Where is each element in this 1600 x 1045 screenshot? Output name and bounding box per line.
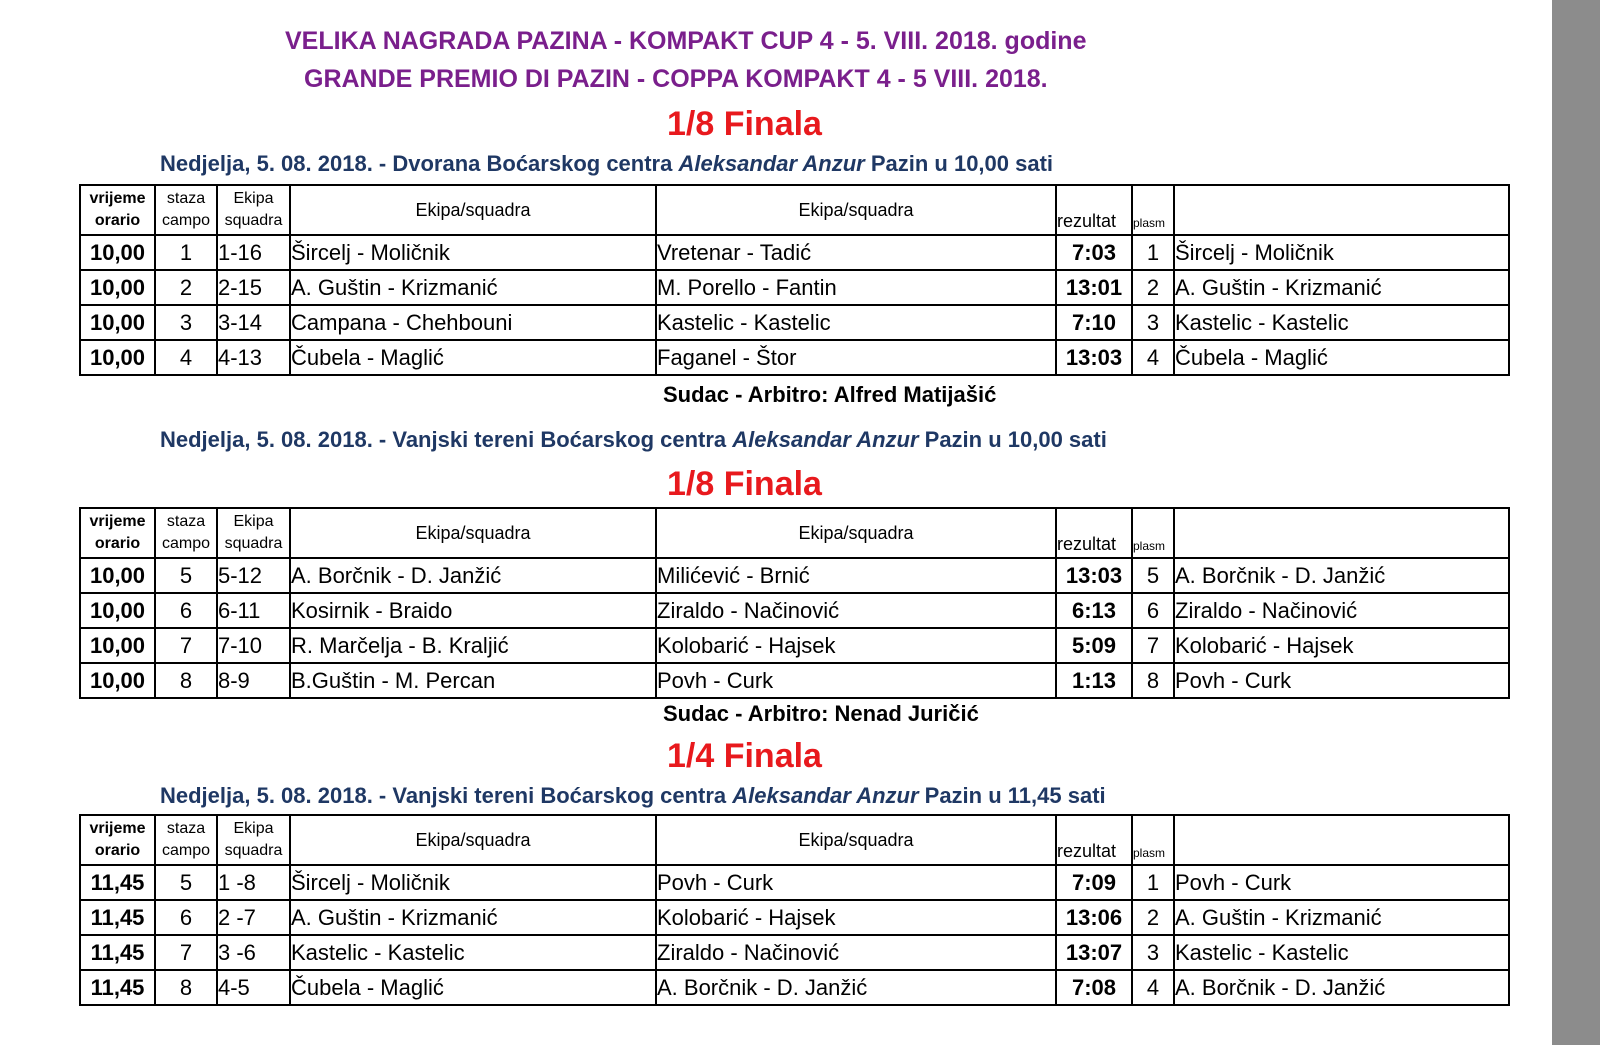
match-pairing: 3-14 [217,305,290,340]
match-score: 7:10 [1056,305,1132,340]
match-time: 11,45 [80,865,155,900]
match-lane: 3 [155,305,217,340]
section-2-table [79,507,1510,699]
team-a-name: A. Borčnik - D. Janžić [290,558,656,593]
team-a-name: Kosirnik - Braido [290,593,656,628]
team-a-name: Čubela - Maglić [290,340,656,375]
match-place: 6 [1132,593,1174,628]
match-score: 13:03 [1056,558,1132,593]
match-time: 10,00 [80,235,155,270]
section-3-table [79,814,1510,1006]
team-b-name: Faganel - Štor [656,340,1056,375]
table-row [80,340,1509,375]
header-blank [1174,508,1509,558]
winner-name: A. Guštin - Krizmanić [1174,270,1509,305]
team-a-name: Čubela - Maglić [290,970,656,1005]
winner-name: Povh - Curk [1174,663,1509,698]
team-a-name: Campana - Chehbouni [290,305,656,340]
header-place: plasm [1132,815,1174,865]
winner-name: Kastelic - Kastelic [1174,305,1509,340]
header-result: rezultat [1056,185,1132,235]
match-score: 1:13 [1056,663,1132,698]
header-result: rezultat [1056,508,1132,558]
match-place: 3 [1132,935,1174,970]
section-1-stage: 1/8 Finala [667,105,822,143]
winner-name: Kolobarić - Hajsek [1174,628,1509,663]
team-b-name: Vretenar - Tadić [656,235,1056,270]
match-pairing: 4-5 [217,970,290,1005]
match-place: 1 [1132,865,1174,900]
team-a-name: Šircelj - Moličnik [290,865,656,900]
header-lane: staza campo [155,185,217,235]
match-place: 2 [1132,270,1174,305]
section-2-venue: Nedjelja, 5. 08. 2018. - Vanjski tereni Boćarskog centra Aleksandar Anzur Pazin u 10,00 sati [160,427,1107,452]
header-place: plasm [1132,185,1174,235]
match-lane: 2 [155,270,217,305]
team-b-name: Kastelic - Kastelic [656,305,1056,340]
table-row [80,235,1509,270]
header-time: vrijeme orario [80,815,155,865]
table-header-row [80,185,1509,235]
page-title: VELIKA NAGRADA PAZINA - KOMPAKT CUP 4 - 5. VIII. 2018. godine [285,27,1087,55]
match-lane: 6 [155,900,217,935]
table-row [80,270,1509,305]
match-pairing: 2-15 [217,270,290,305]
section-1-table [79,184,1510,376]
match-time: 11,45 [80,935,155,970]
team-a-name: Šircelj - Moličnik [290,235,656,270]
table-header-row [80,508,1509,558]
team-b-name: M. Porello - Fantin [656,270,1056,305]
match-time: 11,45 [80,970,155,1005]
match-time: 10,00 [80,340,155,375]
match-pairing: 1-16 [217,235,290,270]
match-score: 13:03 [1056,340,1132,375]
match-pairing: 7-10 [217,628,290,663]
table-row [80,935,1509,970]
header-team-b: Ekipa/squadra [656,815,1056,865]
match-pairing: 3 -6 [217,935,290,970]
team-a-name: A. Guštin - Krizmanić [290,900,656,935]
match-time: 10,00 [80,628,155,663]
match-place: 7 [1132,628,1174,663]
match-time: 11,45 [80,900,155,935]
header-blank [1174,815,1509,865]
match-pairing: 4-13 [217,340,290,375]
winner-name: Šircelj - Moličnik [1174,235,1509,270]
header-result: rezultat [1056,815,1132,865]
header-lane: staza campo [155,815,217,865]
match-lane: 5 [155,865,217,900]
match-lane: 7 [155,935,217,970]
header-lane: staza campo [155,508,217,558]
match-lane: 8 [155,970,217,1005]
match-pairing: 5-12 [217,558,290,593]
match-pairing: 8-9 [217,663,290,698]
winner-name: Kastelic - Kastelic [1174,935,1509,970]
header-team-a: Ekipa/squadra [290,815,656,865]
table-row [80,900,1509,935]
header-team-a: Ekipa/squadra [290,185,656,235]
team-a-name: B.Guštin - M. Percan [290,663,656,698]
header-team-a: Ekipa/squadra [290,508,656,558]
match-score: 6:13 [1056,593,1132,628]
table-row [80,663,1509,698]
match-pairing: 6-11 [217,593,290,628]
header-blank [1174,185,1509,235]
table-row [80,970,1509,1005]
winner-name: Ziraldo - Načinović [1174,593,1509,628]
match-place: 8 [1132,663,1174,698]
table-row [80,558,1509,593]
match-place: 1 [1132,235,1174,270]
match-lane: 6 [155,593,217,628]
match-score: 7:03 [1056,235,1132,270]
header-time: vrijeme orario [80,185,155,235]
winner-name: Povh - Curk [1174,865,1509,900]
header-time: vrijeme orario [80,508,155,558]
match-time: 10,00 [80,270,155,305]
winner-name: A. Borčnik - D. Janžić [1174,558,1509,593]
table-header-row [80,815,1509,865]
table-row [80,628,1509,663]
table-row [80,593,1509,628]
team-b-name: Ziraldo - Načinović [656,935,1056,970]
header-team-b: Ekipa/squadra [656,185,1056,235]
header-pair: Ekipa squadra [217,185,290,235]
match-lane: 4 [155,340,217,375]
match-place: 4 [1132,340,1174,375]
header-pair: Ekipa squadra [217,815,290,865]
team-b-name: Ziraldo - Načinović [656,593,1056,628]
team-b-name: Povh - Curk [656,865,1056,900]
match-time: 10,00 [80,663,155,698]
match-time: 10,00 [80,558,155,593]
match-lane: 7 [155,628,217,663]
match-pairing: 1 -8 [217,865,290,900]
match-lane: 8 [155,663,217,698]
section-1-venue: Nedjelja, 5. 08. 2018. - Dvorana Boćarskog centra Aleksandar Anzur Pazin u 10,00 sati [160,151,1054,176]
match-lane: 5 [155,558,217,593]
match-pairing: 2 -7 [217,900,290,935]
page-subtitle: GRANDE PREMIO DI PAZIN - COPPA KOMPAKT 4 - 5 VIII. 2018. [304,65,1048,93]
team-b-name: Milićević - Brnić [656,558,1056,593]
match-place: 5 [1132,558,1174,593]
match-place: 4 [1132,970,1174,1005]
header-team-b: Ekipa/squadra [656,508,1056,558]
winner-name: A. Borčnik - D. Janžić [1174,970,1509,1005]
match-score: 13:07 [1056,935,1132,970]
match-lane: 1 [155,235,217,270]
match-score: 7:09 [1056,865,1132,900]
team-b-name: Povh - Curk [656,663,1056,698]
match-score: 13:01 [1056,270,1132,305]
match-score: 13:06 [1056,900,1132,935]
team-b-name: A. Borčnik - D. Janžić [656,970,1056,1005]
winner-name: Čubela - Maglić [1174,340,1509,375]
team-b-name: Kolobarić - Hajsek [656,628,1056,663]
match-place: 3 [1132,305,1174,340]
winner-name: A. Guštin - Krizmanić [1174,900,1509,935]
table-row [80,305,1509,340]
team-a-name: Kastelic - Kastelic [290,935,656,970]
match-score: 7:08 [1056,970,1132,1005]
scrollbar-gutter[interactable] [1552,0,1600,1045]
section-3-venue: Nedjelja, 5. 08. 2018. - Vanjski tereni Boćarskog centra Aleksandar Anzur Pazin u 11,45 sati [160,783,1106,808]
match-time: 10,00 [80,593,155,628]
match-score: 5:09 [1056,628,1132,663]
section-3-stage: 1/4 Finala [667,737,822,775]
match-time: 10,00 [80,305,155,340]
header-pair: Ekipa squadra [217,508,290,558]
section-2-stage: 1/8 Finala [667,465,822,503]
header-place: plasm [1132,508,1174,558]
team-a-name: R. Marčelja - B. Kraljić [290,628,656,663]
section-1-referee: Sudac - Arbitro: Alfred Matijašić [663,382,997,407]
team-b-name: Kolobarić - Hajsek [656,900,1056,935]
table-row [80,865,1509,900]
match-place: 2 [1132,900,1174,935]
team-a-name: A. Guštin - Krizmanić [290,270,656,305]
section-2-referee: Sudac - Arbitro: Nenad Juričić [663,701,979,726]
